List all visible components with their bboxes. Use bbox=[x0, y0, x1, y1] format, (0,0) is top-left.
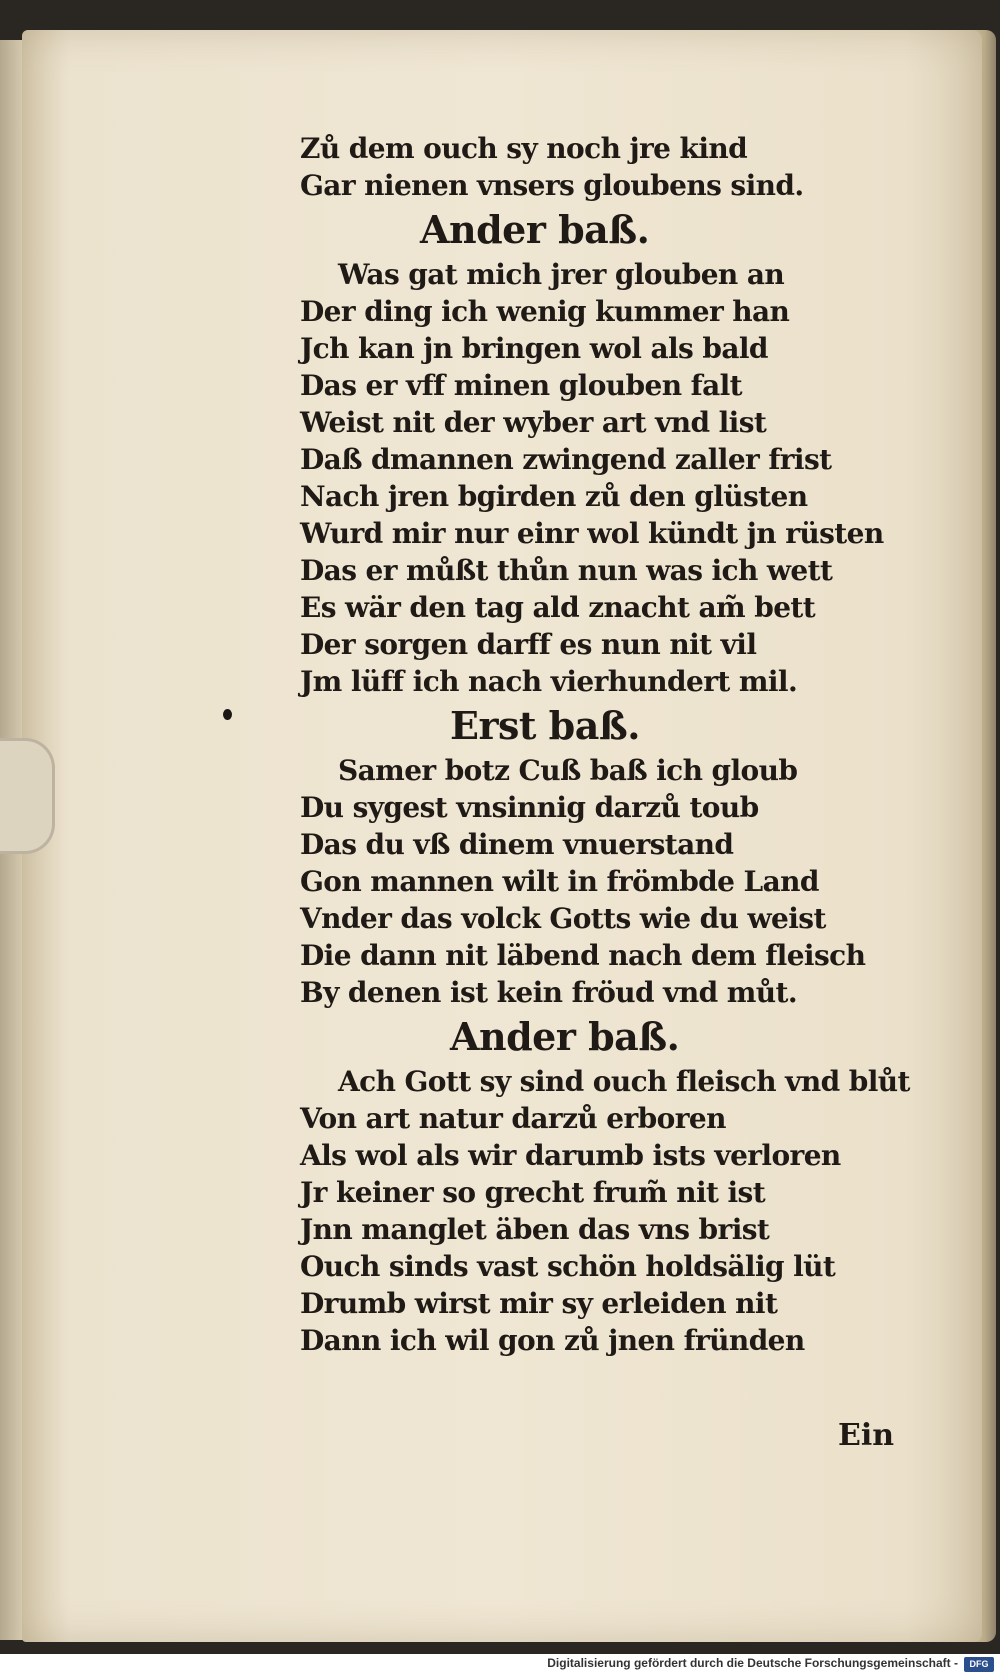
text-line: Was gat mich jrer glouben an bbox=[338, 258, 785, 291]
text-line: Zů dem ouch sy noch jre kind bbox=[300, 132, 748, 165]
stanza-4 bbox=[300, 1063, 920, 1359]
funding-credit: Digitalisierung gefördert durch die Deutsche Forschungsgemeinschaft - bbox=[547, 1656, 958, 1670]
text-line: Daß dmannen zwingend zaller frist bbox=[300, 443, 832, 476]
footer-bar bbox=[0, 1654, 1000, 1677]
text-line: Drumb wirst mir sy erleiden nit bbox=[300, 1287, 778, 1320]
text-line: Weist nit der wyber art vnd list bbox=[300, 406, 767, 439]
text-line: Es wär den tag ald znacht am̃ bett bbox=[300, 591, 816, 624]
text-line: Gar nienen vnsers gloubens sind. bbox=[300, 169, 804, 202]
text-line: Jch kan jn bringen wol als bald bbox=[300, 332, 768, 365]
text-line: Ach Gott sy sind ouch fleisch vnd blůt bbox=[338, 1065, 910, 1098]
text-line: Dann ich wil gon zů jnen fründen bbox=[300, 1324, 805, 1357]
text-line: Jr keiner so grecht frum̃ nit ist bbox=[300, 1176, 766, 1209]
text-line: Du sygest vnsinnig darzů toub bbox=[300, 791, 759, 824]
text-line: Der sorgen darff es nun nit vil bbox=[300, 628, 757, 661]
text-line: Samer botz Cuß baß ich gloub bbox=[338, 754, 798, 787]
text-line: Vnder das volck Gotts wie du weist bbox=[300, 902, 826, 935]
text-line: Ouch sinds vast schön holdsälig lüt bbox=[300, 1250, 836, 1283]
stanza-1 bbox=[300, 130, 920, 204]
text-line: Das er můßt thůn nun was ich wett bbox=[300, 554, 833, 587]
stanza-3 bbox=[300, 752, 920, 1011]
section-heading: Erst baß. bbox=[450, 703, 640, 748]
catchword: Ein bbox=[838, 1418, 895, 1453]
text-line: Jnn manglet äben das vns brist bbox=[300, 1213, 770, 1246]
text-line: Von art natur darzů erboren bbox=[300, 1102, 726, 1135]
section-heading: Ander baß. bbox=[420, 207, 650, 252]
section-heading: Ander baß. bbox=[450, 1014, 680, 1059]
text-line: Das er vff minen glouben falt bbox=[300, 369, 743, 402]
ink-spot bbox=[223, 709, 232, 720]
bookmark-tab bbox=[0, 738, 55, 854]
text-line: Wurd mir nur einr wol kündt jn rüsten bbox=[300, 517, 884, 550]
text-line: Das du vß dinem vnuerstand bbox=[300, 828, 734, 861]
page-text bbox=[300, 130, 920, 1359]
text-line: Gon mannen wilt in frömbde Land bbox=[300, 865, 819, 898]
text-line: Jm lüff ich nach vierhundert mil. bbox=[300, 665, 798, 698]
text-line: By denen ist kein fröud vnd můt. bbox=[300, 976, 797, 1009]
text-line: Nach jren bgirden zů den glüsten bbox=[300, 480, 808, 513]
text-line: Als wol als wir darumb ists verloren bbox=[300, 1139, 841, 1172]
dfg-logo: DFG bbox=[964, 1657, 994, 1672]
text-line: Der ding ich wenig kummer han bbox=[300, 295, 790, 328]
text-line: Die dann nit läbend nach dem fleisch bbox=[300, 939, 866, 972]
stanza-2 bbox=[300, 256, 920, 700]
